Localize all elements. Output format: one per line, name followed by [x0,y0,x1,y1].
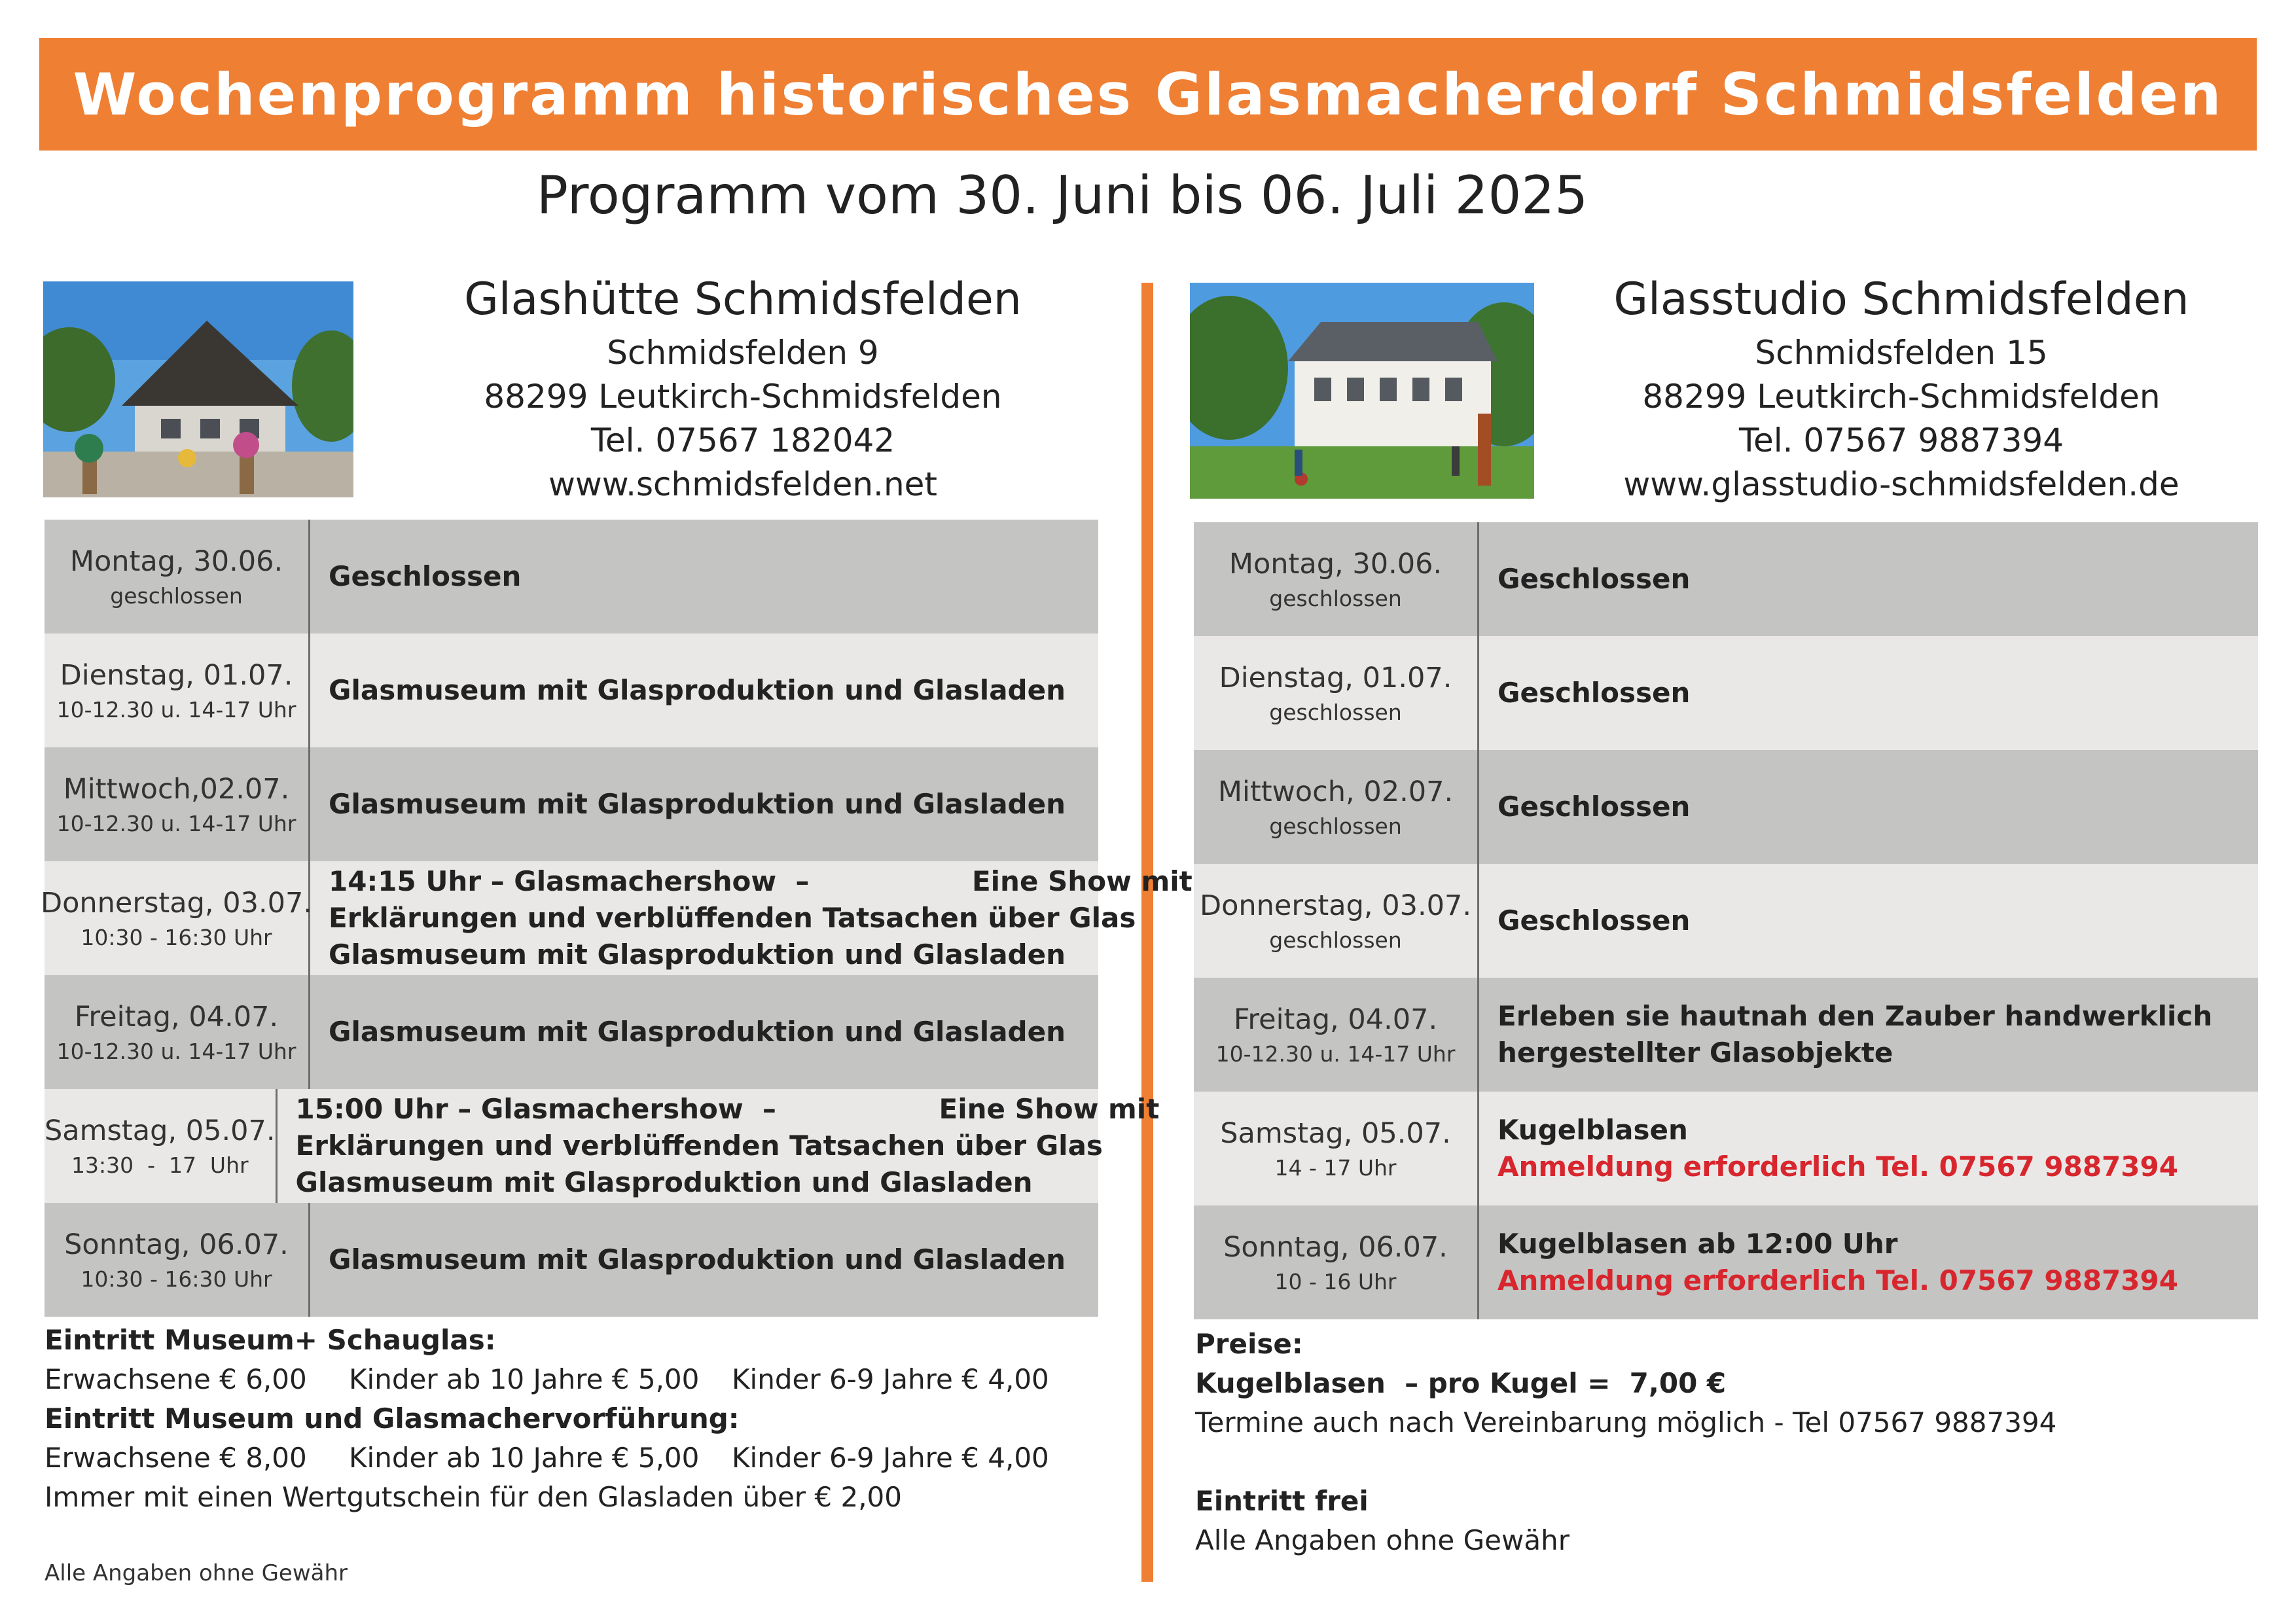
program-cell [1479,636,2258,750]
program-line: hergestellter Glasobjekte [1498,1037,1893,1069]
opening-hours: 13:30 - 17 Uhr [71,1152,249,1178]
program-cell [310,633,1098,747]
program-line: Erklärungen und verblüffenden Tatsachen über Glas [329,902,1136,934]
program-cell [1479,978,2258,1092]
opening-hours: geschlossen [1269,585,1402,611]
program-line: Geschlossen [1498,677,1691,709]
opening-hours: 10-12.30 u. 14-17 Uhr [56,1038,296,1064]
glashuette-street: Schmidsfelden 9 [607,334,879,372]
program-line: Glasmuseum mit Glasproduktion und Glasladen [329,674,1066,706]
program-line: Geschlossen [329,560,522,592]
day-cell [1194,978,1479,1092]
program-line: Erleben sie hautnah den Zauber handwerklich [1498,1000,2213,1032]
glashuette-schedule [40,520,1193,1317]
program-cell [1479,750,2258,864]
opening-hours: geschlossen [1269,813,1402,839]
program-line: Geschlossen [1498,904,1691,936]
table-row [1194,750,2258,864]
opening-hours: geschlossen [110,582,243,609]
day-cell [1194,636,1479,750]
day-cell [1194,522,1479,636]
program-cell [1479,1092,2258,1205]
day-cell [1194,750,1479,864]
program-line: Glasmuseum mit Glasproduktion und Glasladen [329,1243,1066,1275]
program-dates: Programm vom 30. Juni bis 06. Juli 2025 [536,165,1588,226]
glashuette-name: Glashütte Schmidsfelden [464,274,1022,325]
table-row [45,520,1098,633]
day-cell [1194,1092,1479,1205]
glasstudio-photo [1190,283,1534,499]
program-cell [1479,864,2258,978]
day-name: Samstag, 05.07. [45,1114,276,1147]
registration-note: Anmeldung erforderlich Tel. 07567 9887394 [1498,1150,2178,1183]
day-cell [45,1089,278,1203]
day-cell [45,747,310,861]
opening-hours: 10-12.30 u. 14-17 Uhr [56,810,296,836]
opening-hours: 14 - 17 Uhr [1274,1154,1397,1181]
price-child-6: Kinder 6-9 Jahre € 4,00 [732,1363,1049,1395]
day-name: Sonntag, 06.07. [64,1228,289,1261]
day-name: Donnerstag, 03.07. [1199,889,1472,922]
voucher-note: Immer mit einen Wertgutschein für den Glasladen über € 2,00 [45,1481,902,1513]
opening-hours: geschlossen [1269,699,1402,725]
opening-hours: geschlossen [1269,927,1402,953]
glashuette-photo [43,281,353,497]
day-cell [1194,1205,1479,1319]
program-line: Glasmuseum mit Glasproduktion und Glasladen [329,1016,1066,1048]
page-title: Wochenprogramm historisches Glasmacherdorf Schmidsfelden [73,60,2223,128]
disclaimer: Alle Angaben ohne Gewähr [1195,1524,1570,1556]
day-cell [45,975,310,1089]
day-cell [45,633,310,747]
glasstudio-city: 88299 Leutkirch-Schmidsfelden [1642,378,2161,416]
day-name: Sonntag, 06.07. [1223,1230,1448,1264]
glasstudio-schedule [1194,522,2258,1319]
glasstudio-name: Glasstudio Schmidsfelden [1613,274,2189,325]
price-adult: Erwachsene € 8,00 [45,1442,307,1474]
glasstudio-prices [1195,1325,2056,1560]
program-line: Glasmuseum mit Glasproduktion und Glasladen [329,788,1066,820]
table-row [45,747,1098,861]
glashuette-city: 88299 Leutkirch-Schmidsfelden [484,378,1002,416]
table-row [1194,1092,2258,1205]
day-cell [40,861,313,975]
glashuette-phone: Tel. 07567 182042 [590,421,895,459]
glasstudio-address [1558,268,2245,507]
program-cell [310,861,1206,975]
program-line: Erklärungen und verblüffenden Tatsachen über Glas [295,1130,1103,1162]
day-name: Dienstag, 01.07. [1219,661,1452,694]
day-name: Freitag, 04.07. [1233,1003,1438,1036]
day-name: Montag, 30.06. [69,544,283,578]
price-adult: Erwachsene € 6,00 [45,1363,307,1395]
glashuette-website[interactable]: www.schmidsfelden.net [548,465,937,503]
program-line: 14:15 Uhr – Glasmachershow – Eine Show mit [329,865,1193,897]
glashuette-prices [45,1321,1049,1517]
disclaimer: Alle Angaben ohne Gewähr [45,1560,348,1586]
program-cell [1479,522,2258,636]
glashuette-address [406,268,1080,507]
table-row [1194,1205,2258,1319]
price-child-10: Kinder ab 10 Jahre € 5,00 [349,1363,700,1395]
opening-hours: 10:30 - 16:30 Uhr [81,1266,272,1292]
program-line: Kugelblasen [1498,1114,1688,1146]
opening-hours: 10-12.30 u. 14-17 Uhr [1215,1041,1456,1067]
day-name: Mittwoch,02.07. [63,772,290,806]
program-line: Glasmuseum mit Glasproduktion und Glasladen [295,1166,1033,1198]
table-row [1194,522,2258,636]
program-cell [310,520,1098,633]
day-name: Freitag, 04.07. [74,1000,279,1033]
price-heading: Eintritt Museum und Glasmachervorführung: [45,1402,740,1435]
day-name: Montag, 30.06. [1229,547,1443,580]
price-child-10: Kinder ab 10 Jahre € 5,00 [349,1442,700,1474]
day-cell [45,1203,310,1317]
day-cell [45,520,310,633]
program-cell [278,1089,1173,1203]
table-row [40,861,1193,975]
program-line: Kugelblasen ab 12:00 Uhr [1498,1228,1898,1260]
day-name: Samstag, 05.07. [1220,1116,1451,1150]
program-cell [310,975,1098,1089]
table-row [45,1203,1098,1317]
table-row [45,633,1098,747]
opening-hours: 10:30 - 16:30 Uhr [81,924,272,950]
glasstudio-street: Schmidsfelden 15 [1755,334,2048,372]
table-row [45,1089,1160,1203]
program-cell [310,1203,1098,1317]
day-name: Donnerstag, 03.07. [40,886,313,919]
price-child-6: Kinder 6-9 Jahre € 4,00 [732,1442,1049,1474]
glasstudio-website[interactable]: www.glasstudio-schmidsfelden.de [1623,465,2179,503]
program-cell [1479,1205,2258,1319]
title-banner [39,38,2257,151]
program-line: Geschlossen [1498,791,1691,823]
day-name: Dienstag, 01.07. [60,658,293,692]
appointment-note: Termine auch nach Vereinbarung möglich - Tel 07567 9887394 [1195,1406,2057,1438]
table-row [1194,636,2258,750]
table-row [1194,864,2258,978]
table-row [1194,978,2258,1092]
day-cell [1194,864,1479,978]
price-kugelblasen: Kugelblasen – pro Kugel = 7,00 € [1195,1367,1727,1399]
registration-note: Anmeldung erforderlich Tel. 07567 9887394 [1498,1264,2178,1296]
program-line: Glasmuseum mit Glasproduktion und Glasladen [329,938,1066,971]
glasstudio-phone: Tel. 07567 9887394 [1738,421,2064,459]
table-row [45,975,1098,1089]
admission-free: Eintritt frei [1195,1485,1369,1517]
day-name: Mittwoch, 02.07. [1217,775,1454,808]
opening-hours: 10-12.30 u. 14-17 Uhr [56,696,296,722]
price-heading: Eintritt Museum+ Schauglas: [45,1324,496,1356]
opening-hours: 10 - 16 Uhr [1274,1268,1397,1294]
program-cell [310,747,1098,861]
program-line: Geschlossen [1498,563,1691,595]
program-line: 15:00 Uhr – Glasmachershow – Eine Show mit [295,1093,1160,1125]
price-heading: Preise: [1195,1328,1303,1360]
